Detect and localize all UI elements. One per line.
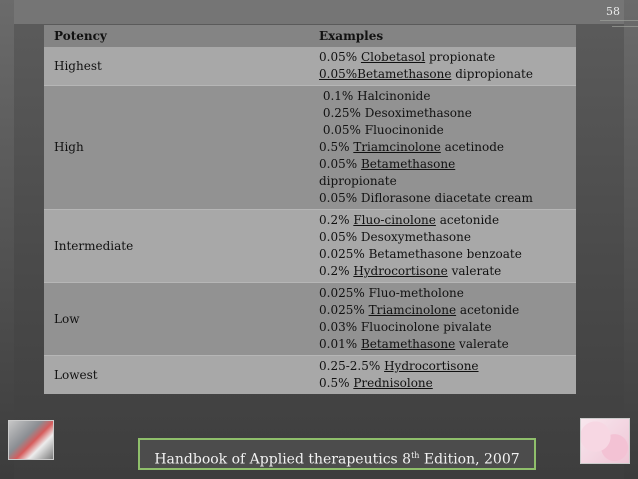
example-line [319,302,566,319]
decoration-line [612,26,638,27]
example-drug-name: Fluo-cinolone [353,213,436,227]
examples-cell [315,356,576,395]
example-text: acetonide [456,303,520,317]
potency-cell: Low [44,283,315,356]
citation-suffix: Edition, 2007 [419,451,520,468]
example-text: 0.05% Diflorasone diacetate cream [319,191,533,205]
examples-cell [315,283,576,356]
example-line [319,66,566,83]
example-text: 0.01% [319,337,361,351]
decoration-line [600,20,638,21]
example-text: dipropionate [319,174,397,188]
example-text: acetinode [440,140,505,154]
example-text: 0.2% [319,213,354,227]
table-body [44,47,576,394]
example-line [319,88,566,105]
example-drug-name: Triamcinolone [368,303,457,317]
example-drug-name: 0.05%Betamethasone [319,67,452,81]
example-line [319,336,566,353]
citation-superscript: th [411,451,420,460]
example-line [319,246,566,263]
example-text: 0.05% Fluocinonide [319,123,444,137]
example-line [319,212,566,229]
example-text: acetonide [435,213,500,227]
example-line [319,358,566,375]
example-text: 0.25-2.5% [319,359,385,373]
slide-top-band [0,0,638,24]
example-drug-name: Hydrocortisone [384,359,479,373]
citation-text: Handbook of Applied therapeutics 8 [154,451,412,468]
potency-cell: High [44,86,315,210]
examples-cell [315,210,576,283]
example-drug-name: Betamethasone [360,157,456,171]
example-drug-name: Hydrocortisone [353,264,448,278]
example-line [319,263,566,280]
example-line [319,285,566,302]
examples-cell [315,86,576,210]
citation-box [138,438,536,470]
example-text: 0.03% Fluocinolone pivalate [319,320,492,334]
example-text: 0.1% Halcinonide [319,89,431,103]
potency-cell: Lowest [44,356,315,395]
page-number: 58 [606,5,620,18]
example-line [319,375,566,392]
example-text: 0.05% [319,50,361,64]
potency-header: Potency [44,25,315,47]
table-row [44,283,576,356]
example-text: 0.025% [319,303,369,317]
example-line [319,122,566,139]
example-drug-name: Clobetasol [360,50,426,64]
example-text: valerate [447,264,502,278]
table-row [44,47,576,86]
example-text: 0.5% [319,140,354,154]
example-line [319,173,566,190]
example-text: 0.025% Betamethasone benzoate [319,247,522,261]
potency-cell: Intermediate [44,210,315,283]
example-text: 0.2% [319,264,354,278]
example-line [319,190,566,207]
examples-cell [315,47,576,86]
example-text: valerate [455,337,509,351]
table-row [44,210,576,283]
example-text: dipropionate [451,67,533,81]
left-decoration [0,0,14,479]
table-row [44,356,576,395]
table-row [44,86,576,210]
example-text: 0.05% Desoxymethasone [319,230,471,244]
example-text: propionate [425,50,496,64]
table-header-row [44,25,576,47]
example-line [319,319,566,336]
thumbnail-image-right [580,418,630,464]
example-drug-name: Prednisolone [353,376,433,390]
example-line [319,49,566,66]
example-line [319,105,566,122]
example-text: 0.05% [319,157,361,171]
example-line [319,229,566,246]
example-text: 0.5% [319,376,354,390]
example-text: 0.025% Fluo-metholone [319,286,464,300]
potency-table [44,25,576,394]
examples-header: Examples [315,25,576,47]
example-line [319,139,566,156]
example-line [319,156,566,173]
potency-cell: Highest [44,47,315,86]
example-drug-name: Triamcinolone [353,140,441,154]
right-decoration [624,0,638,479]
thumbnail-image-left [8,420,54,460]
example-text: 0.25% Desoximethasone [319,106,472,120]
example-drug-name: Betamethasone [360,337,456,351]
